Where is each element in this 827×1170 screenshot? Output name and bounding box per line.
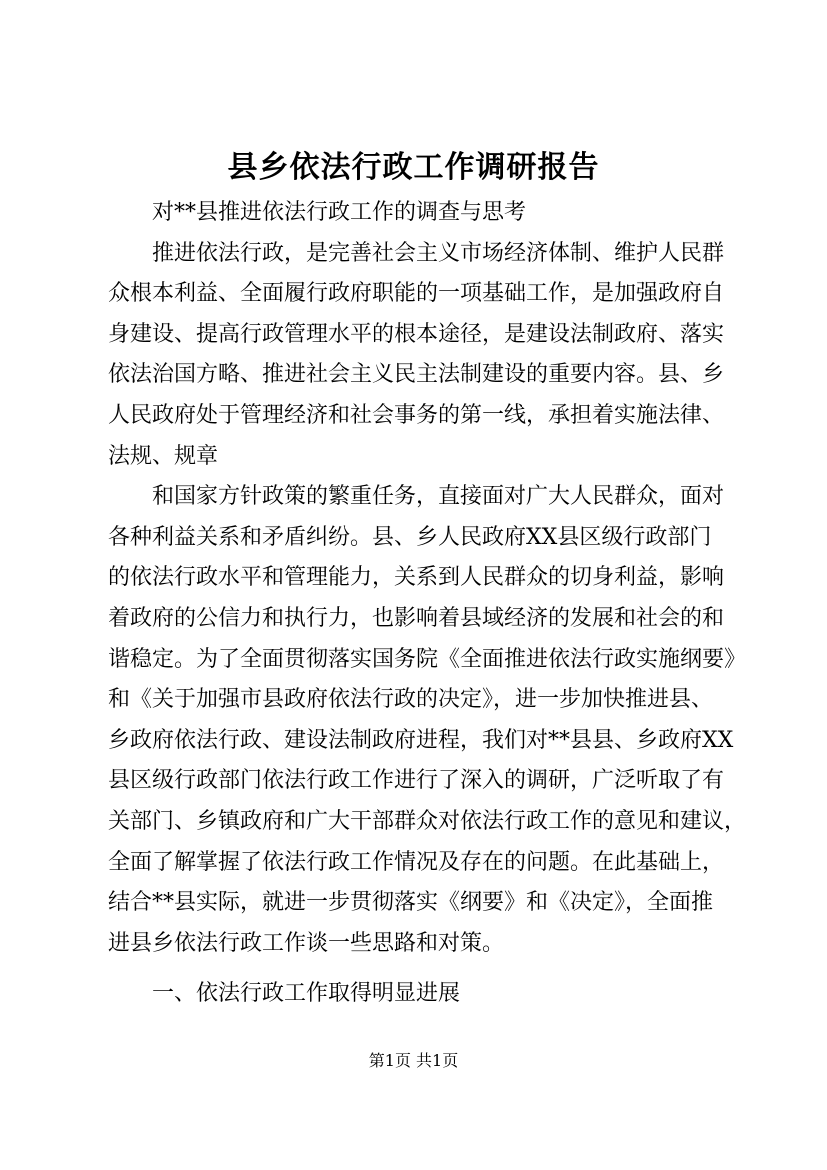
body-line: 众根本利益、全面履行政府职能的一项基础工作，是加强政府自 <box>108 281 725 306</box>
body-line: 进县乡依法行政工作谈一些思路和对策。 <box>108 931 505 956</box>
body-line: 着政府的公信力和执行力，也影响着县域经济的发展和社会的和 <box>108 606 725 631</box>
body-line: 和《关于加强市县政府依法行政的决定》，进一步加快推进县、 <box>108 687 714 712</box>
body-line: 一、依法行政工作取得明显进展 <box>152 981 461 1006</box>
body-line: 结合**县实际，就进一步贯彻落实《纲要》和《决定》，全面推 <box>108 890 714 915</box>
body-line: 谐稳定。为了全面贯彻落实国务院《全面推进依法行政实施纲要》 <box>108 647 747 672</box>
body-line: 对**县推进依法行政工作的调查与思考 <box>152 200 527 225</box>
body-line: 县区级行政部门依法行政工作进行了深入的调研，广泛听取了有 <box>108 768 725 793</box>
body-line: 关部门、乡镇政府和广大干部群众对依法行政工作的意见和建议， <box>108 809 747 834</box>
document-title: 县乡依法行政工作调研报告 <box>227 150 600 185</box>
body-line: 和国家方针政策的繁重任务，直接面对广大人民群众，面对 <box>152 484 725 509</box>
body-line: 各种利益关系和矛盾纠纷。县、乡人民政府XX县区级行政部门 <box>108 525 712 550</box>
body-line: 人民政府处于管理经济和社会事务的第一线，承担着实施法律、 <box>108 403 725 428</box>
body-line: 身建设、提高行政管理水平的根本途径，是建设法制政府、落实 <box>108 322 725 347</box>
body-line: 全面了解掌握了依法行政工作情况及存在的问题。在此基础上， <box>108 850 725 875</box>
body-line: 推进依法行政，是完善社会主义市场经济体制、维护人民群 <box>152 241 725 266</box>
body-line: 乡政府依法行政、建设法制政府进程，我们对**县县、乡政府XX <box>108 728 734 753</box>
page-footer: 第1页 共1页 <box>368 1051 459 1070</box>
body-line: 依法治国方略、推进社会主义民主法制建设的重要内容。县、乡 <box>108 362 725 387</box>
body-line: 的依法行政水平和管理能力，关系到人民群众的切身利益，影响 <box>108 565 725 590</box>
body-line: 法规、规章 <box>108 444 219 469</box>
